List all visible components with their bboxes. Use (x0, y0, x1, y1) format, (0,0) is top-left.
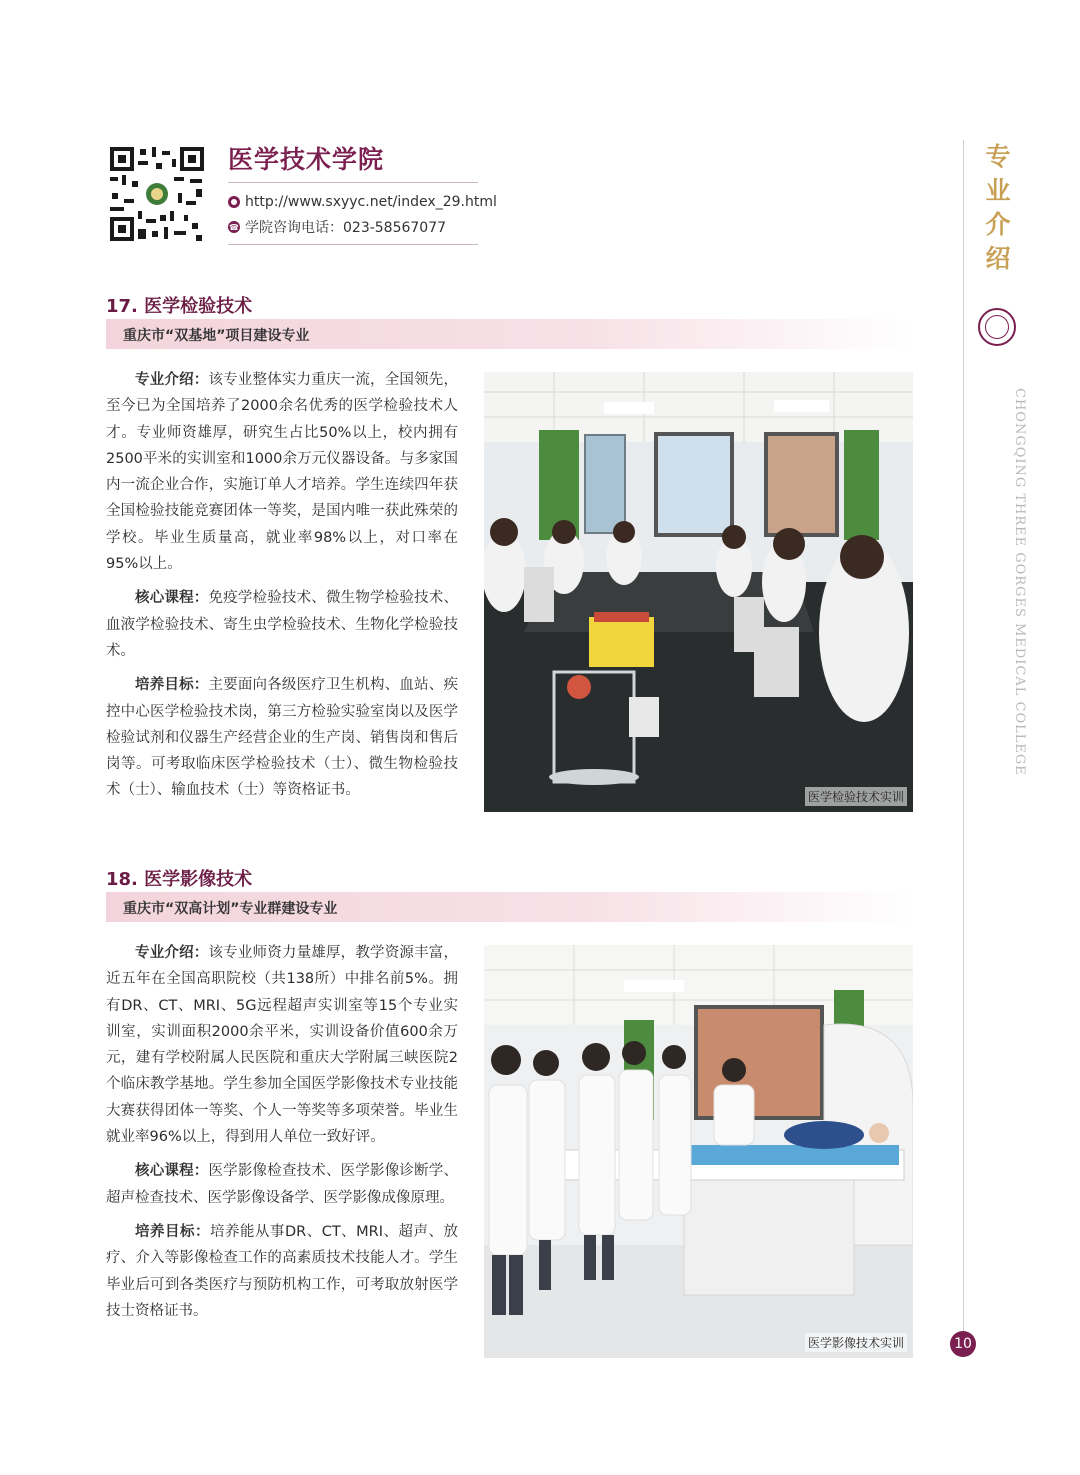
lab-photo (484, 372, 913, 812)
major-title: 18. 医学影像技术 (106, 869, 253, 890)
major-body (106, 940, 458, 1332)
phone-row (228, 217, 446, 237)
section-title-vertical: 专业介绍 (985, 142, 1011, 273)
intro-label: 专业介绍： (135, 945, 209, 961)
major-band-text: 重庆市“双基地”项目建设专业 (123, 328, 310, 344)
college-title: 医学技术学院 (228, 145, 385, 174)
major-title: 17. 医学检验技术 (106, 296, 253, 317)
core-text: 医学影像检查技术、医学影像诊断学、超声检查技术、医学影像设备学、医学影像成像原理。 (106, 1163, 458, 1206)
photo-caption: 医学检验技术实训 (805, 787, 907, 806)
photo-caption: 医学影像技术实训 (805, 1333, 907, 1352)
major-band-text: 重庆市“双高计划”专业群建设专业 (123, 901, 338, 917)
goal-label: 培养目标： (135, 1223, 210, 1240)
english-college-name: CHONGQING THREE GORGES MEDICAL COLLEGE (1012, 388, 1027, 776)
major-band (106, 892, 914, 922)
core-label: 核心课程： (135, 590, 209, 607)
phone-icon: ☎ (229, 222, 239, 232)
intro-label: 专业介绍： (135, 372, 209, 388)
imaging-photo (484, 945, 913, 1358)
major-body (106, 367, 458, 812)
margin-rule (963, 140, 964, 1350)
divider (228, 244, 478, 245)
web-icon (228, 196, 240, 208)
divider (228, 182, 478, 183)
qr-code[interactable] (108, 145, 206, 243)
goal-text: 培养能从事DR、CT、MRI、超声、放疗、介入等影像检查工作的高素质技术技能人才。学生毕业后可到各类医疗与预防机构工作，可考取放射医学技士资格证书。 (106, 1223, 458, 1319)
goal-label: 培养目标： (135, 677, 209, 694)
phone-text: 学院咨询电话：023-58567077 (245, 220, 447, 236)
core-label: 核心课程： (135, 1163, 209, 1180)
core-text: 免疫学检验技术、微生物学检验技术、血液学检验技术、寄生虫学检验技术、生物化学检验技术。 (106, 590, 458, 659)
website-row[interactable] (228, 194, 497, 210)
college-emblem (978, 308, 1016, 346)
major-band (106, 319, 914, 349)
goal-text: 主要面向各级医疗卫生机构、血站、疾控中心医学检验技术岗，第三方检验实验室岗以及医学检验试剂和仪器生产经营企业的生产岗、销售岗和售后岗等。可考取临床医学检验技术（士）、微生物检验技术（士）、输血技术（士）等资格证书。 (106, 677, 458, 799)
page-number: 10 (950, 1331, 976, 1357)
website-link[interactable]: http://www.sxyyc.net/index_29.html (245, 194, 497, 210)
intro-text: 该专业整体实力重庆一流，全国领先，至今已为全国培养了2000余名优秀的医学检验技术人才。专业师资雄厚，研究生占比50%以上，校内拥有2500平米的实训室和1000余万元仪器设备。与多家国内一流企业合作，实施订单人才培养。学生连续四年获全国检验技能竞赛团体一等奖，是国内唯一获此殊荣的学校。毕业生质量高，就业率98%以上，对口率在95%以上。 (106, 372, 458, 573)
intro-text: 该专业师资力量雄厚，教学资源丰富，近五年在全国高职院校（共138所）中排名前5%。拥有DR、CT、MRI、5G远程超声实训室等15个专业实训室，实训面积2000余平米，实训设备价值600余万元，建有学校附属人民医院和重庆大学附属三峡医院2个临床教学基地。学生参加全国医学影像技术专业技能大赛获得团体一等奖、个人一等奖等多项荣誉。毕业生就业率96%以上，得到用人单位一致好评。 (106, 945, 458, 1146)
